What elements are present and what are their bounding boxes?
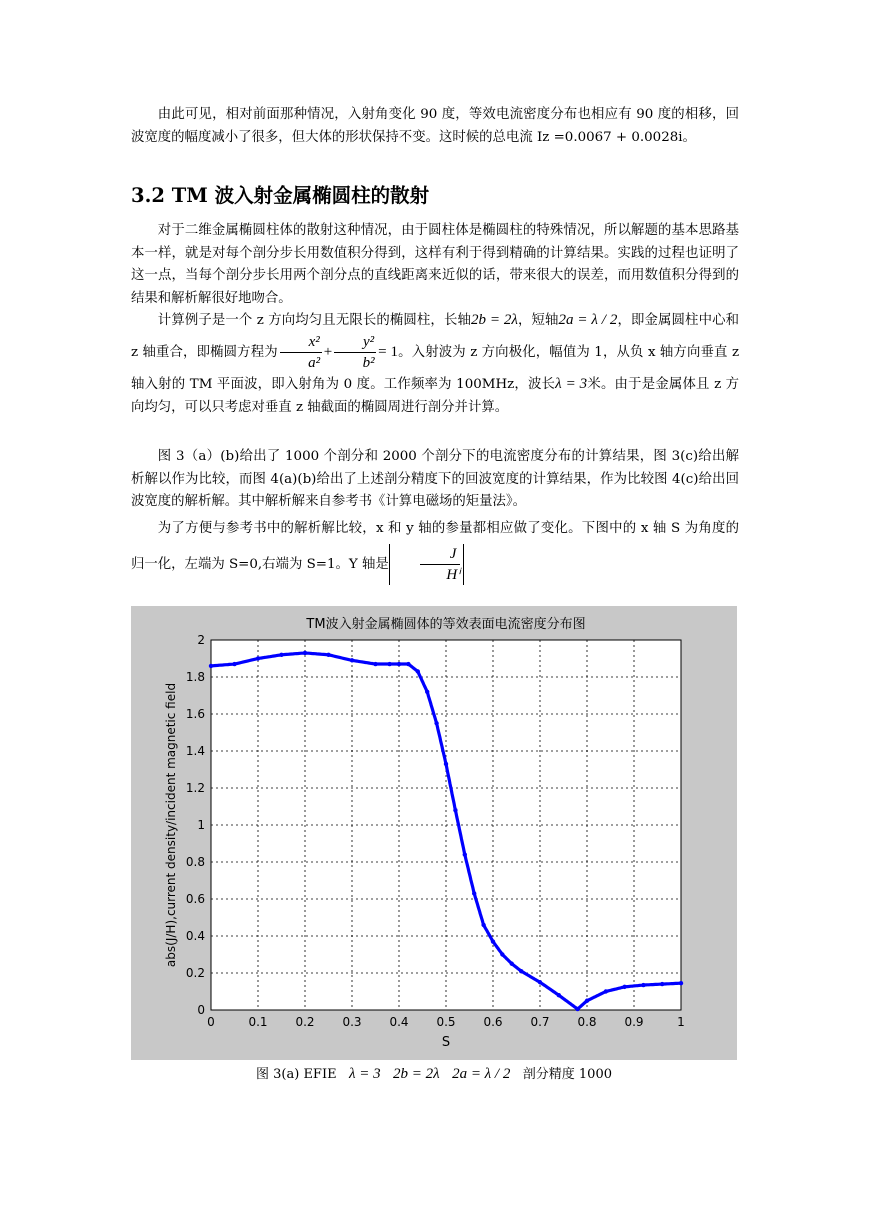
data-point <box>500 952 504 956</box>
paragraph-3: 计算例子是一个 z 方向均匀且无限长的椭圆柱，长轴2b = 2λ，短轴2a = λ / 2，即金属圆柱中心和 z 轴重合，即椭圆方程为 $\frac{\text{x²}}{\text{a²}}$ + $\frac{\text{y²}}{\text{b²}}$ = 1。入射波为 z 方向极化，幅值为 1，从负 x 轴方向垂直 z 轴入射的 TM 平面波，即入射角为 0 度。工作频率为 100MHz，波长λ = 3米。由于是金属体且 z 方向均匀，可以只考虑对垂直 z 轴截面的椭圆周进行剖分并计算。 <box>131 312 739 415</box>
x-tick-label: 0.2 <box>295 1015 315 1029</box>
data-point <box>472 891 476 895</box>
ellipse-frac-y <box>334 332 376 373</box>
data-point <box>434 721 438 725</box>
x-tick-label: 0.7 <box>530 1015 550 1029</box>
y-tick-label: 0.2 <box>185 966 205 980</box>
long-axis-equation: 2b = 2λ <box>470 312 518 328</box>
x-tick-label: 0.5 <box>436 1015 456 1029</box>
data-point <box>463 852 467 856</box>
data-point <box>604 989 608 993</box>
y-tick-label: 1.6 <box>185 707 205 721</box>
data-point <box>641 983 645 987</box>
x-tick-label: 0.4 <box>389 1015 409 1029</box>
wavelength-equation: λ = 3 <box>555 376 588 392</box>
data-point <box>538 980 542 984</box>
y-axis-label: abs(J/H),current density/incident magnetic field <box>164 682 178 968</box>
data-point <box>557 993 561 997</box>
x-axis-label: S <box>441 1035 451 1050</box>
y-tick-label: 1 <box>197 818 205 832</box>
paragraph-5 <box>131 514 739 585</box>
ellipse-frac-x <box>280 332 322 373</box>
data-point <box>679 981 683 985</box>
p3-text-c: ，即金属圆柱中心和 z 轴重合，即椭圆方程为 <box>131 313 739 360</box>
data-point <box>387 662 391 666</box>
data-point <box>350 658 354 662</box>
data-point <box>660 982 664 986</box>
x-tick-label: 0.9 <box>624 1015 644 1029</box>
data-point <box>279 653 283 657</box>
abs-fraction <box>389 544 464 585</box>
y-tick-label: 0.8 <box>185 855 205 869</box>
y-tick-label: 0.6 <box>185 892 205 906</box>
data-point <box>326 653 330 657</box>
data-point <box>622 985 626 989</box>
ellipse-rhs: = 1 <box>378 344 398 360</box>
data-point <box>406 662 410 666</box>
frac-x-num: x² <box>280 332 322 353</box>
x-tick-label: 0.1 <box>248 1015 268 1029</box>
data-point <box>397 662 401 666</box>
abs-frac-num: J <box>420 544 460 565</box>
p3-text-e: 米。由于是金属体且 z 方向均匀，可以只考虑对垂直 z 轴截面的椭圆周进行剖分并计算。 <box>131 377 739 415</box>
section-heading: 3.2 TM 波入射金属椭圆柱的散射 <box>131 184 430 207</box>
data-point <box>491 939 495 943</box>
data-point <box>303 651 307 655</box>
paragraph-4-text: 图 3（a）(b)给出了 1000 个剖分和 2000 个剖分下的电流密度分布的计算结果，图 3(c)给出解析解以作为比较，而图 4(a)(b)给出了上述剖分精度下的回波宽度的计算结果，作为比较图 4(c)给出回波宽度的解析解。其中解析解来自参考书《计算电磁场的矩量法》。 <box>131 449 739 509</box>
paragraph-2 <box>131 220 739 310</box>
data-point <box>256 656 260 660</box>
p3-text-a: 计算例子是一个 z 方向均匀且无限长的椭圆柱，长轴 <box>157 313 471 328</box>
short-axis-equation: 2a = λ / 2 <box>558 312 618 328</box>
caption-prefix: 图 3(a) EFIE <box>256 1067 337 1082</box>
paragraph-5-text: 为了方便与参考书中的解析解比较，x 和 y 轴的参量都相应做了变化。下图中的 x 轴 S 为角度的归一化，左端为 S=0,右端为 S=1。Y 轴是 <box>131 521 739 572</box>
data-point <box>232 662 236 666</box>
data-point <box>444 762 448 766</box>
paragraph-1 <box>131 104 739 149</box>
p3-text-d: 。入射波为 z 方向极化，幅值为 1，从负 x 轴方向垂直 z 轴入射的 TM 平面波，即入射角为 0 度。工作频率为 100MHz，波长 <box>131 345 739 392</box>
paragraph-1-text: 由此可见，相对前面那种情况，入射角变化 90 度，等效电流密度分布也相应有 90 度的相移，回波宽度的幅度减小了很多，但大体的形状保持不变。这时候的总电流 Iz =0.0067 + 0.0028i。 <box>131 107 739 145</box>
paragraph-4 <box>131 446 739 514</box>
y-tick-label: 0 <box>197 1003 205 1017</box>
frac-x-den: a² <box>308 355 321 371</box>
data-point <box>519 969 523 973</box>
x-tick-label: 0 <box>207 1015 215 1029</box>
caption-eq3: 2a = λ / 2 <box>452 1066 511 1082</box>
data-point <box>510 962 514 966</box>
p3-text-b: ，短轴 <box>517 313 559 328</box>
y-tick-label: 2 <box>197 633 205 647</box>
data-point <box>585 999 589 1003</box>
data-point <box>373 662 377 666</box>
caption-eq1: λ = 3 <box>349 1066 381 1082</box>
data-point <box>209 664 213 668</box>
y-tick-label: 1.4 <box>185 744 205 758</box>
data-point <box>425 690 429 694</box>
x-tick-label: 0.6 <box>483 1015 503 1029</box>
frac-y-den: b² <box>362 355 375 371</box>
y-tick-label: 0.4 <box>185 929 205 943</box>
x-tick-label: 1 <box>677 1015 685 1029</box>
paragraph-2-text: 对于二维金属椭圆柱体的散射这种情况，由于圆柱体是椭圆柱的特殊情况，所以解题的基本思路基本一样，就是对每个剖分步长用数值积分得到，这样有利于得到精确的计算结果。实践的过程也证明了这一点，当每个剖分步长用两个剖分点的直线距离来近似的话，带来很大的误差，而用数值积分得到的结果和解析解很好地吻合。 <box>131 223 739 306</box>
current-density-chart <box>131 606 737 1060</box>
data-point <box>575 1007 579 1011</box>
data-point <box>416 669 420 673</box>
frac-y-num: y² <box>334 332 376 353</box>
y-tick-label: 1.8 <box>185 670 205 684</box>
chart-title: TM波入射金属椭圆体的等效表面电流密度分布图 <box>306 617 586 632</box>
figure-caption <box>131 1063 737 1083</box>
x-tick-label: 0.8 <box>577 1015 597 1029</box>
data-point <box>481 923 485 927</box>
caption-suffix: 剖分精度 1000 <box>522 1067 612 1082</box>
y-tick-label: 1.2 <box>185 781 205 795</box>
x-tick-label: 0.3 <box>342 1015 362 1029</box>
abs-frac-den: Hⁱ <box>446 567 460 583</box>
figure-3a <box>131 606 737 1060</box>
data-point <box>453 808 457 812</box>
caption-eq2: 2b = 2λ <box>393 1066 440 1082</box>
